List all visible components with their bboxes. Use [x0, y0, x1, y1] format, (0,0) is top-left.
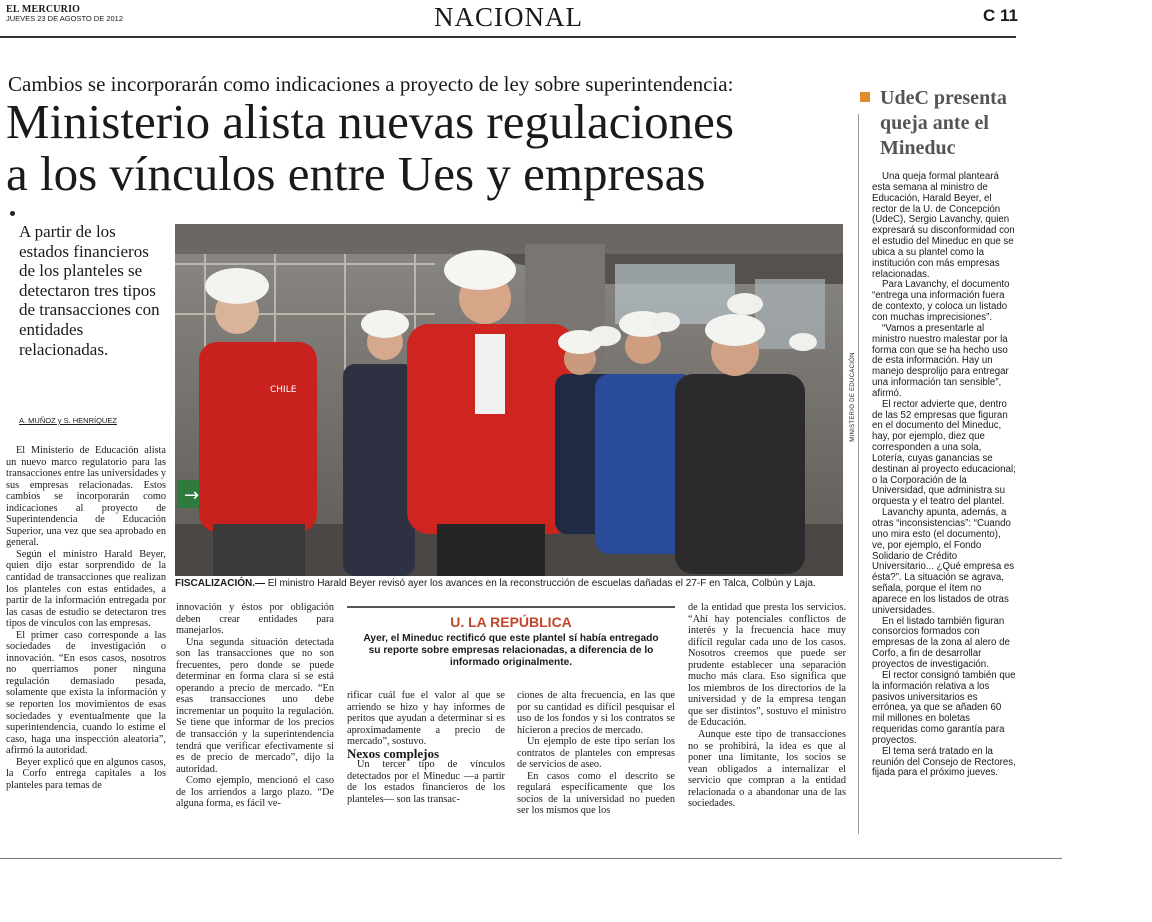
article-photo [175, 224, 843, 576]
construction-site-image [175, 224, 843, 576]
paragraph: El Ministerio de Educación alista un nuevo marco regulatorio para las transacciones entre las universidades y sus empresas relacionadas. Estos cambios se incorporarán como indicaciones al proyecto de Superintendencia de Educación Superior, una vez que sea aprobado en general. [6, 445, 166, 549]
body-column-4 [517, 690, 675, 817]
paragraph: Beyer explicó que en algunos casos, la Corfo entrega capitales a los planteles para temas de [6, 756, 166, 791]
body-column-3 [347, 690, 505, 805]
article-kicker: Cambios se incorporarán como indicaciones a proyecto de ley sobre superintendencia: [8, 72, 734, 96]
sidebar-title: UdeC presenta queja ante el Mineduc [880, 87, 1007, 159]
caption-text: El ministro Harald Beyer revisó ayer los avances en la reconstrucción de escuelas dañadas el 27-F en Talca, Colbún y Laja. [265, 578, 816, 589]
paragraph: ciones de alta frecuencia, en las que por su cantidad es difícil pesquisar el uso de los fondos y si los contratos se hicieron a precios de mercado. [517, 690, 675, 736]
paragraph: de la entidad que presta los servicios. “Ahí hay potenciales conflictos de interés y la frecuencia hace muy difícil regular cada uno de los casos. Nosotros creemos que puede ser prudente establecer una separación mucho más clara. Eso significa que los miembros de los directorios de la universidad y de la empresa tengan que ser distintos”, sostuvo el ministro de Educación. [688, 602, 846, 729]
headline-line-1: Ministerio alista nuevas regulaciones [6, 94, 734, 149]
photo-credit: MINISTERIO DE EDUCACIÓN [850, 352, 856, 442]
body-column-1 [6, 445, 166, 791]
paragraph: Una queja formal planteará esta semana al ministro de Educación, Harald Beyer, el rector de la U. de Concepción (UdeC), Sergio Lavanchy, quien expresará su disconformidad con el estudio del Mineduc en que se ubica a su plantel como la institución con más empresas relacionadas. [872, 171, 1015, 280]
paragraph: Como ejemplo, mencionó el caso de los arriendos a largo plazo. “De alguna forma, es fácil ve- [176, 775, 334, 810]
section-title: NACIONAL [434, 2, 583, 32]
top-rule [0, 36, 1016, 38]
deck-bullet [10, 211, 15, 216]
body-column-2 [176, 602, 334, 810]
paragraph: rificar cuál fue el valor al que se arriendo se hizo y hay informes de peritos que ayudan a determinar si es aproximadamente a precio de mercado”, sostuvo. [347, 690, 505, 748]
paragraph: Para Lavanchy, el documento “entrega una información fuera de contexto, y coloca un listado con muchas imprecisiones”. [872, 279, 1010, 323]
byline: A. MUÑOZ y S. HENRÍQUEZ [19, 416, 117, 425]
paragraph: El rector consignó también que la información relativa a los pasivos universitarios es errónea, ya que se añaden 60 mil millones en boletas requeridas como garantía para proyectos. [872, 669, 1016, 746]
paragraph: El rector advierte que, dentro de las 52 empresas que figuran en el documento del Mineduc, hay, por ejemplo, diez que corresponden a una sola, Lotería, cuyas ganancias se destinan al proyecto educacional; o la Corporación de la Universidad, que administra su orquesta y el teatro del plantel. [872, 398, 1016, 508]
paragraph: Un ejemplo de este tipo serían los contratos de planteles con empresas de servicios de aseo. [517, 736, 675, 771]
paragraph: innovación y éstos por obligación deben crear entidades para manejarlos. [176, 602, 334, 637]
paragraph: Lavanchy apunta, además, a otras “inconsistencias”: “Cuando uno mira esto (el documento), ve, por ejemplo, el Fondo Solidario de Crédito Universitario... ¿Qué empresa es ésta?”. La situación se agrava, señala, porque el ítem no aparece en los listados de otras universidades. [872, 507, 1015, 616]
svg-text:CHILE: CHILE [270, 385, 297, 395]
bottom-rule [0, 858, 1062, 859]
paragraph: Según el ministro Harald Beyer, quien dijo estar sorprendido de la cantidad de transacciones que realizan los planteles con estas entidades, a partir de la información entregada por las casas de estudio se detectaron tres tipos de vínculos con las empresas. [6, 548, 166, 630]
paragraph: El tema será tratado en la reunión del Consejo de Rectores, fijada para el próximo jueves. [872, 745, 1016, 779]
newspaper-name: EL MERCURIO [6, 4, 81, 15]
paragraph: El primer caso corresponde a las sociedades de investigación o innovación. “En esos casos, nosotros no querríamos poner ninguna regulación demasiado pesada, solamente que exista la información y se reporten los movimientos de esas sociedades y eventualmente que la superintendencia, cuando lo estime el caso, haga una inspección aleatoria”, afirmó la autoridad. [6, 629, 166, 757]
headline-line-2: a los vínculos entre Ues y empresas [6, 146, 706, 201]
paragraph: “Vamos a presentarle al ministro nuestro malestar por la forma con que se ha hecho uso de esta información. Hay un manejo desprolijo para entregar una información tan sensible”, afirmó. [872, 322, 1009, 399]
photo-caption [175, 578, 843, 589]
article-deck: A partir de los estados financieros de los planteles se detectaron tres tipos de transacciones con entidades relacionadas. [19, 222, 160, 359]
caption-label: FISCALIZACIÓN.— [175, 578, 265, 589]
sidebar-body [872, 172, 1016, 779]
box-title: U. LA REPÚBLICA [450, 614, 572, 630]
issue-date: JUEVES 23 DE AGOSTO DE 2012 [6, 14, 123, 23]
article-headline [6, 96, 846, 200]
svg-text:→: → [184, 485, 200, 506]
paragraph: Una segunda situación detectada son las transacciones que no son frecuentes, pero donde se puede determinar en forma clara si se está operando a precio de mercado. “En esas transacciones uno debe incrementar un poquito la regulación. Se tiene que informar de los precios de transacción y la superintendencia tendrá que verificar efectivamente si es de precio de mercado”, dijo la autoridad. [176, 636, 334, 775]
page-number: C 11 [983, 6, 1018, 25]
paragraph: Aunque este tipo de transacciones no se prohibirá, la idea es que al poner una limitante, los socios se vean obligados a internalizar el servicio que compran a la entidad relacionada o a abandonar una de las sociedades. [688, 729, 846, 810]
sidebar-rule [858, 114, 859, 834]
paragraph: En el listado también figuran consorcios formados con empresas de la zona al alero de Corfo, a fin de desarrollar proyectos de investigación. [872, 615, 1010, 670]
highlight-box [347, 606, 675, 678]
paragraph: En casos como el descrito se regulará específicamente que los socios de la universidad no pueden ser los mismos que los [517, 770, 675, 817]
sidebar-bullet-icon [860, 92, 870, 102]
box-text: Ayer, el Mineduc rectificó que este plantel sí había entregado su reporte sobre empresas relacionadas, a diferencia de lo informado originalmente. [363, 633, 659, 668]
body-column-5 [688, 602, 846, 810]
paragraph: Un tercer tipo de vínculos detectados por el Mineduc —a partir de los estados financieros de los planteles— son las transac- [347, 759, 505, 805]
subheading: Nexos complejos [347, 745, 440, 761]
